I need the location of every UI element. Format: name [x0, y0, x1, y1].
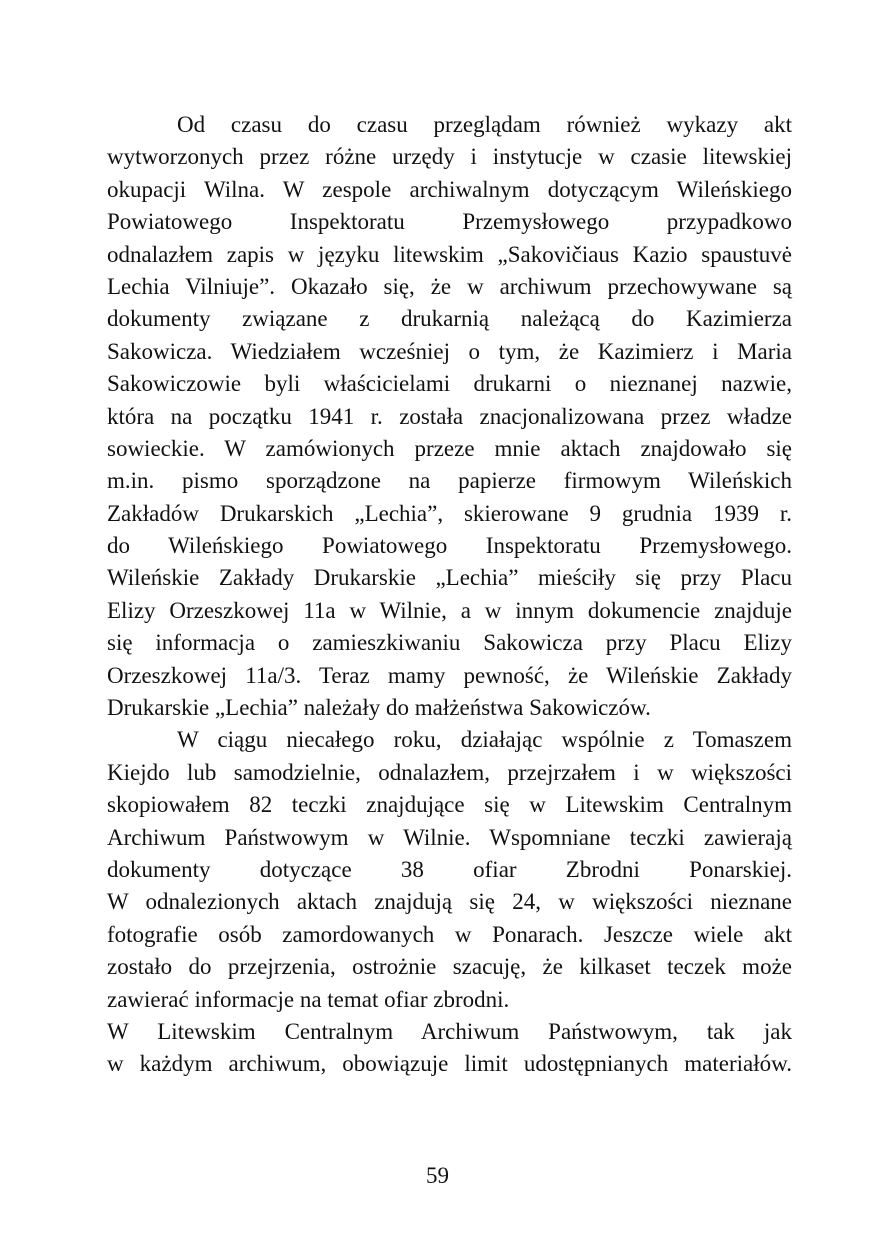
paragraph-1-line: Elizy Orzeszkowej 11a w Wilnie, a w innym dokumencie znajduje [107, 597, 792, 623]
paragraph-1-line: Od czasu do czasu przeglądam również wykazy akt [177, 112, 792, 137]
paragraph-1-line: Lechia Vilniuje”. Okazało się, że w archiwum przechowywane są [107, 273, 792, 299]
paragraph-2-line: skopiowałem 82 teczki znajdujące się w Litewskim Centralnym [107, 792, 792, 818]
paragraph-1-line: okupacji Wilna. W zespole archiwalnym dotyczącym Wileńskiego [107, 176, 792, 202]
paragraph-1-line: wytworzonych przez różne urzędy i instytucje w czasie litewskiej [107, 144, 792, 170]
paragraph-2-line: zawierać informacje na temat ofiar zbrodni. [107, 986, 510, 1012]
paragraph-1-line: się informacja o zamieszkiwaniu Sakowicza przy Placu Elizy [107, 630, 792, 656]
paragraph-1-line: Orzeszkowej 11a/3. Teraz mamy pewność, że Wileńskie Zakłady [107, 662, 792, 688]
page-number: 59 [426, 1163, 449, 1188]
paragraph-1-line: dokumenty związane z drukarnią należącą do Kazimierza [107, 306, 792, 332]
paragraph-1-line: sowieckie. W zamówionych przeze mnie aktach znajdowało się [107, 435, 792, 461]
paragraph-1-line: Drukarskie „Lechia” należały do małżeństwa Sakowiczów. [107, 695, 651, 721]
paragraph-2-line: fotografie osób zamordowanych w Ponarach. Jeszcze wiele akt [107, 921, 792, 947]
paragraph-2-line: W ciągu niecałego roku, działając wspólnie z Tomaszem [177, 727, 792, 753]
paragraph-2-line: W odnalezionych aktach znajdują się 24, w większości nieznane [107, 889, 792, 915]
paragraph-1-line: Powiatowego Inspektoratu Przemysłowego przypadkowo [107, 209, 792, 235]
paragraph-1-line: która na początku 1941 r. została znacjonalizowana przez władze [107, 403, 792, 429]
paragraph-2-line: zostało do przejrzenia, ostrożnie szacuję, że kilkaset teczek może [107, 954, 792, 980]
paragraph-2-line: Archiwum Państwowym w Wilnie. Wspomniane teczki zawierają [107, 824, 792, 850]
paragraph-1-line: odnalazłem zapis w języku litewskim „Sakovičiaus Kazio spaustuvė [107, 241, 792, 267]
paragraph-3-line: w każdym archiwum, obowiązuje limit udostępnianych materiałów. [107, 1051, 792, 1077]
paragraph-1-line: do Wileńskiego Powiatowego Inspektoratu Przemysłowego. [107, 533, 792, 559]
paragraph-1-line: m.in. pismo sporządzone na papierze firmowym Wileńskich [107, 468, 792, 494]
paragraph-1-line: Wileńskie Zakłady Drukarskie „Lechia” mieściły się przy Placu [107, 565, 792, 591]
paragraph-1-line: Sakowicza. Wiedziałem wcześniej o tym, że Kazimierz i Maria [107, 338, 792, 364]
paragraph-2-line: Kiejdo lub samodzielnie, odnalazłem, przejrzałem i w większości [107, 759, 792, 785]
paragraph-3-line: W Litewskim Centralnym Archiwum Państwowym, tak jak [107, 1018, 792, 1044]
paragraph-1-line: Sakowiczowie byli właścicielami drukarni o nieznanej nazwie, [107, 371, 792, 397]
body-text [107, 109, 792, 1081]
paragraph-2-line: dokumenty dotyczące 38 ofiar Zbrodni Ponarskiej. [107, 856, 792, 882]
paragraph-1-line: Zakładów Drukarskich „Lechia”, skierowane 9 grudnia 1939 r. [107, 500, 792, 526]
